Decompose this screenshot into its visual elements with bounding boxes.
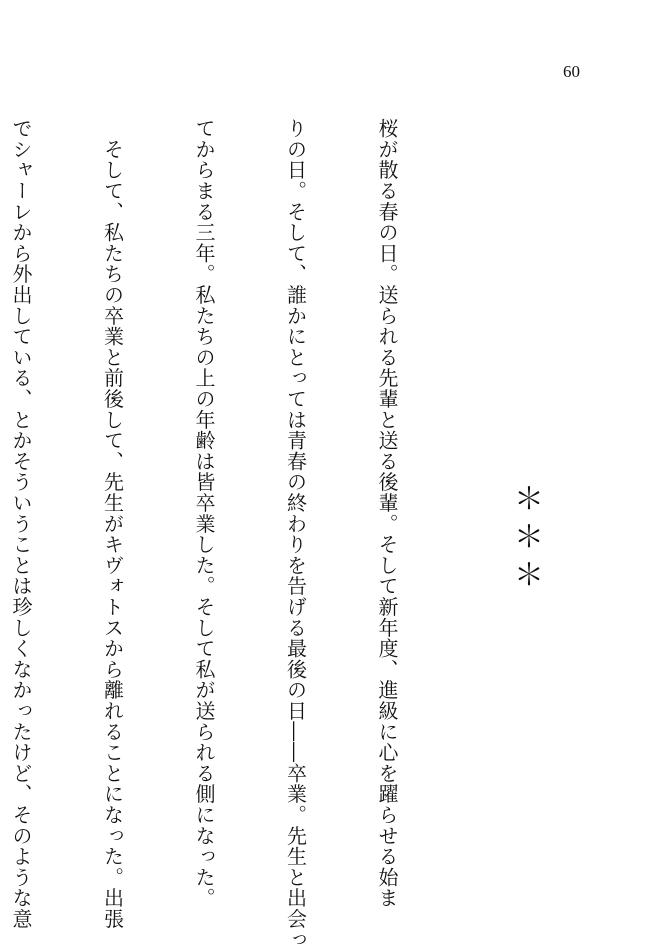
text-line: でシャーレから外出している、とかそういうことは珍しくなかったけど、そのような意 [9, 118, 33, 930]
text-line: そして、私たちの卒業と前後して、先生がキヴォトスから離れることになった。出張 [100, 118, 125, 930]
page-number: 60 [563, 62, 580, 81]
body-text [0, 118, 463, 950]
section-separator: ＊＊＊ [508, 483, 543, 597]
text-line: てからまる三年。私たちの上の年齢は皆卒業した。そして私が送られる側になった。 [192, 118, 216, 909]
text-line: りの日。そして、誰かにとっては青春の終わりを告げる最後の日――卒業。先生と出会っ [283, 118, 308, 950]
text-line: 桜が散る春の日。送られる先輩と送る後輩。そして新年度、進級に心を躍らせる始ま [375, 118, 399, 909]
